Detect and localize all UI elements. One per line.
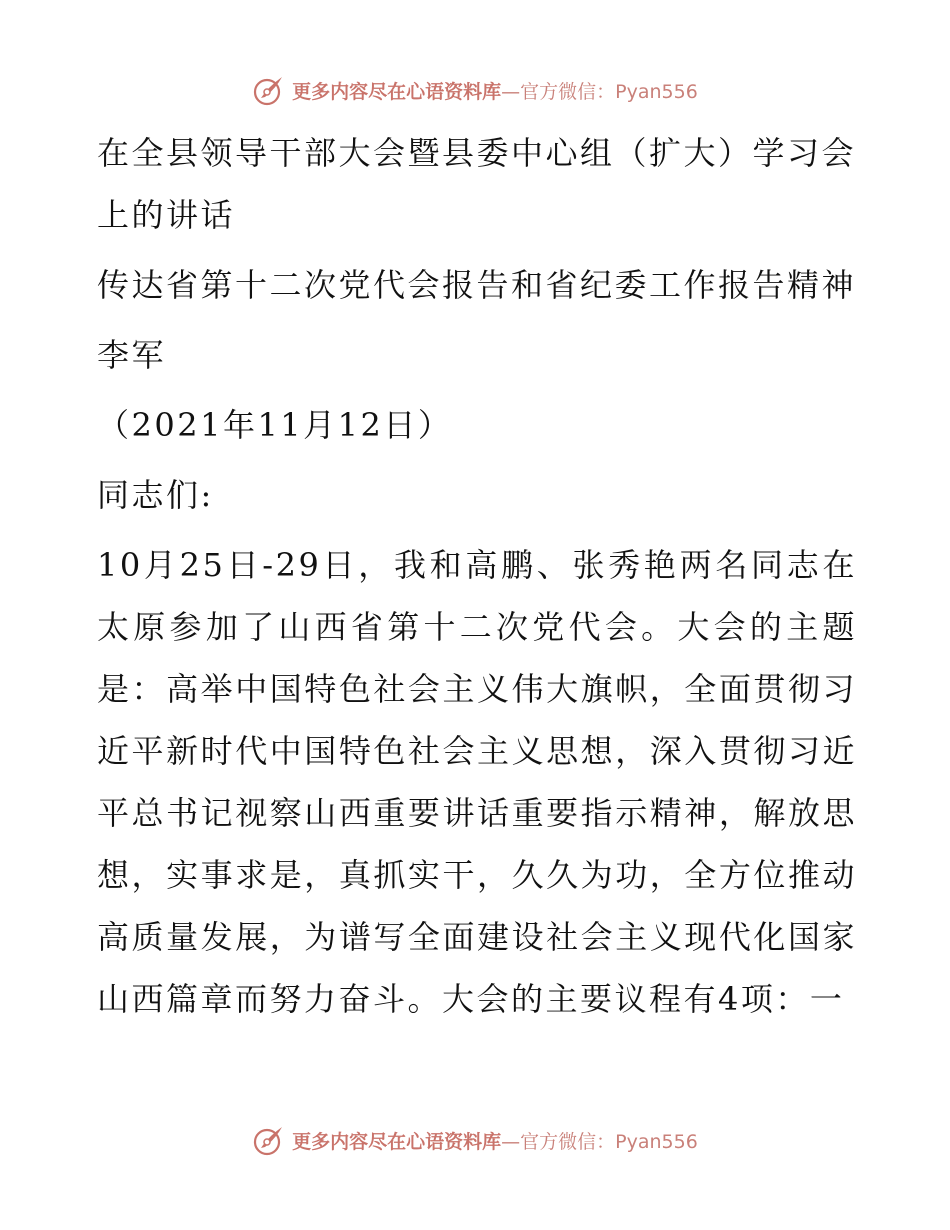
banner-text [292, 1127, 698, 1154]
banner-text [292, 77, 698, 104]
banner-contact-text: —官方微信：Pyan556 [501, 1130, 698, 1153]
document-salutation: 同志们: [97, 476, 214, 514]
banner-bold-text: 更多内容尽在心语资料库 [292, 80, 502, 103]
document-date: （2021年11月12日） [97, 406, 453, 444]
banner-bold-text: 更多内容尽在心语资料库 [292, 1130, 502, 1153]
document-author: 李军 [97, 336, 167, 374]
header-watermark-banner [0, 70, 950, 110]
document-body-paragraph: 10月25日-29日，我和高鹏、张秀艳两名同志在太原参加了山西省第十二次党代会。大会的主题是：高举中国特色社会主义伟大旗帜，全面贯彻习近平新时代中国特色社会主义思想，深入贯彻习近平总书记视察山西重要讲话重要指示精神，解放思想，实事求是，真抓实干，久久为功，全方位推动高质量发展，为谱写全面建设社会主义现代化国家山西篇章而努力奋斗。大会的主要议程有4项：一 [97, 546, 857, 1018]
banner-contact-text: —官方微信：Pyan556 [501, 80, 698, 103]
document-subtitle: 传达省第十二次党代会报告和省纪委工作报告精神 [97, 266, 857, 304]
quill-circle-icon [252, 73, 286, 107]
footer-watermark-banner [0, 1120, 950, 1160]
document-title: 在全县领导干部大会暨县委中心组（扩大）学习会上的讲话 [97, 134, 857, 234]
document-content [97, 122, 857, 1038]
quill-circle-icon [252, 1123, 286, 1157]
